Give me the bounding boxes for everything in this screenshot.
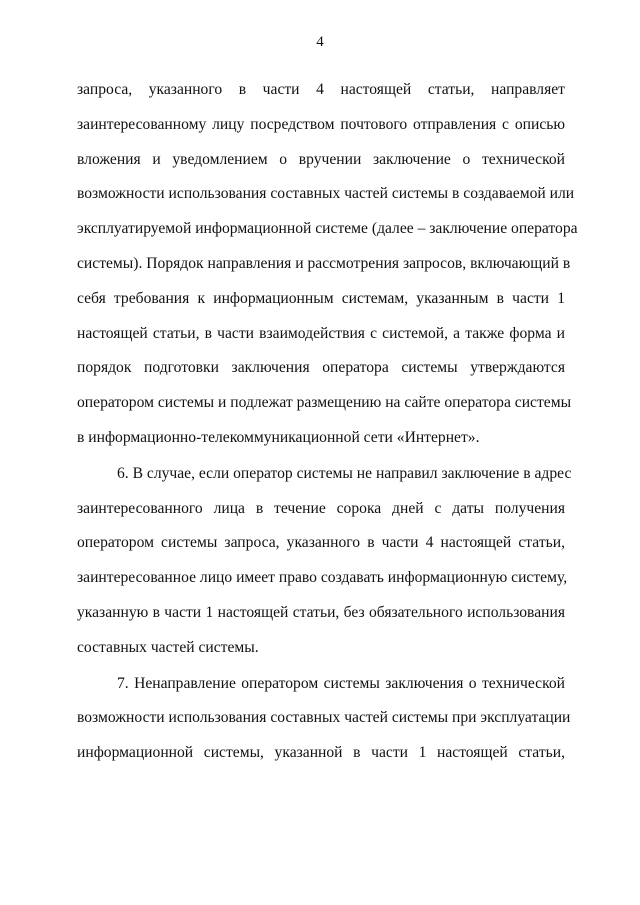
text-line: указанную в части 1 настоящей статьи, без обязательного использования [77,603,565,621]
text-line: оператором системы и подлежат размещению на сайте оператора системы [77,394,572,412]
text-line: настоящей статьи, в части взаимодействия с системой, а также форма и [77,324,565,342]
document-body [77,73,578,772]
text-line: составных частей системы. [77,638,259,656]
text-line: запроса, указанного в части 4 настоящей статьи, направляет [77,81,565,98]
text-line: заинтересованного лица в течение сорока дней с даты получения [77,499,565,517]
text-line: возможности использования составных частей системы при эксплуатации [77,709,571,727]
text-line: системы). Порядок направления и рассмотрения запросов, включающий в [77,254,571,272]
text-line: заинтересованному лицу посредством почтового отправления с описью [77,115,565,133]
text-line: 7. Ненаправление оператором системы заключения о технической [117,674,565,692]
paragraph-6 [77,457,572,666]
text-line: себя требования к информационным системам, указанным в части 1 [77,289,565,307]
paragraph-7 [77,667,571,771]
text-line: 6. В случае, если оператор системы не направил заключение в адрес [117,464,572,482]
text-line: вложения и уведомлением о вручении заключение о технической [77,150,565,168]
text-line: заинтересованное лицо имеет право создавать информационную систему, [77,569,568,587]
text-line: оператором системы запроса, указанного в части 4 настоящей статьи, [77,534,565,552]
text-line: эксплуатируемой информационной системе (далее – заключение оператора [77,220,578,238]
page-number: 4 [316,34,324,50]
text-line: в информационно-телекоммуникационной сети «Интернет». [77,428,480,446]
paragraph-continuation [77,73,578,456]
text-line: информационной системы, указанной в части 1 настоящей статьи, [77,744,565,762]
text-line: порядок подготовки заключения оператора системы утверждаются [77,359,565,377]
text-line: возможности использования составных частей системы в создаваемой или [77,185,575,203]
